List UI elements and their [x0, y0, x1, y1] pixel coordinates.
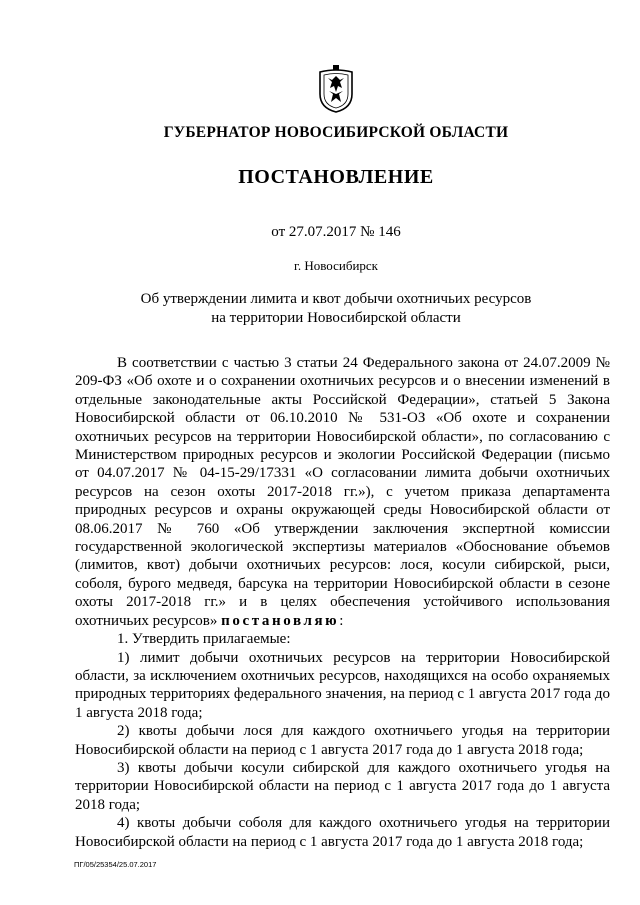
- subject-line-2: на территории Новосибирской области: [211, 310, 461, 326]
- document-type: ПОСТАНОВЛЕНИЕ: [238, 166, 434, 188]
- coat-of-arms-emblem: [316, 64, 356, 114]
- item-1: 1. Утвердить прилагаемые:: [117, 631, 291, 648]
- subitem-3: 3) квоты добычи косули сибирской для каждого охотничьего угодья на территории Новосибирской области на период с 1 августа 2017 года до 1 августа 2018 года;: [75, 759, 610, 813]
- city: г. Новосибирск: [293, 258, 378, 273]
- date-number-line: от 27.07.2017 № 146: [271, 224, 401, 240]
- preamble-paragraph: [75, 354, 610, 630]
- decree-colon: :: [339, 612, 344, 629]
- subitem-1: 1) лимит добычи охотничьих ресурсов на территории Новосибирской области, за исключением охотничьих ресурсов, находящихся на особо охраняемых природных территориях федерального значения, на период с 1 августа 2017 года до 1 августа 2018 года;: [75, 649, 610, 721]
- preamble-text: В соответствии с частью 3 статьи 24 Федерального закона от 24.07.2009 № 209-ФЗ «Об охоте и о сохранении охотничьих ресурсов и о внесении изменений в отдельные законодательные акты Российской Федерации», статьей 5 Закона Новосибирской области от 06.10.2010 № 531-ОЗ «Об охоте и сохранении охотничьих ресурсов на территории Новосибирской области», по согласованию с Министерством природных ресурсов и экологии Российской Федерации (письмо от 04.07.2017 № 04-15-29/17331 «О согласовании лимита добычи охотничьих ресурсов на сезон охоты 2017-2018 гг.»), с учетом приказа департамента природных ресурсов и охраны окружающей среды Новосибирской области от 08.06.2017 № 760 «Об утверждении заключения экспертной комиссии государственной экологической экспертизы материалов «Обоснование объемов (лимитов, квот) добычи охотничьих ресурсов: лося, косули сибирской, рыси, соболя, бурого медведя, барсука на территории Новосибирской области в сезоне охоты 2017-2018 гг.» и в целях обеспечения устойчивого использования охотничьих ресурсов»: [75, 355, 610, 629]
- subitem-4: 4) квоты добычи соболя для каждого охотничьего угодья на территории Новосибирской области на период с 1 августа 2017 года до 1 августа 2018 года;: [75, 815, 610, 850]
- document-code: ПГ/05/25354/25.07.2017: [74, 860, 157, 869]
- document-subject: [0, 290, 640, 328]
- issuer-title: ГУБЕРНАТОР НОВОСИБИРСКОЙ ОБЛАСТИ: [163, 124, 509, 141]
- document-body: [75, 354, 610, 851]
- subitem-2: 2) квоты добычи лося для каждого охотничьего угодья на территории Новосибирской области на период с 1 августа 2017 года до 1 августа 2018 года;: [75, 723, 610, 758]
- subject-line-1: Об утверждении лимита и квот добычи охотничьих ресурсов: [140, 291, 532, 307]
- decree-word: постановляю: [221, 612, 340, 629]
